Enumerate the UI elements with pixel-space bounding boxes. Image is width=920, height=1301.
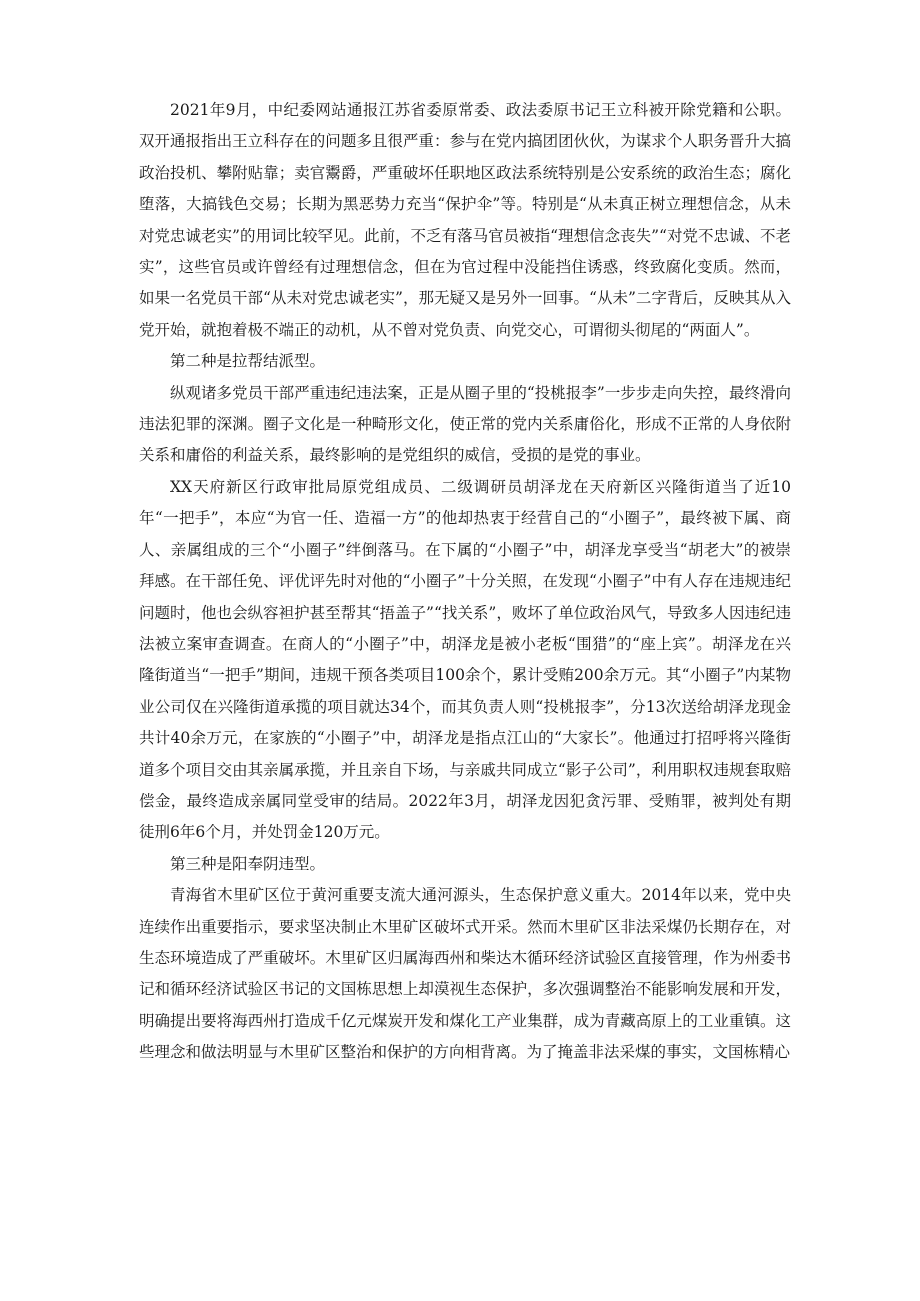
document-body	[139, 95, 791, 1069]
heading-type-two: 第二种是拉帮结派型。	[170, 352, 326, 371]
paragraph-circle-culture: 纵观诸多党员干部严重违纪违法案，正是从圈子里的“投桃报李”一步步走向失控，最终滑向违法犯罪的深渊。圈子文化是一种畸形文化，使正常的党内关系庸俗化，形成不正常的人身依附关系和庸俗的利益关系，最终影响的是党组织的威信，受损的是党的事业。	[139, 383, 791, 465]
paragraph-muli-mining-case: 青海省木里矿区位于黄河重要支流大通河源头，生态保护意义重大。2014年以来，党中央连续作出重要指示，要求坚决制止木里矿区破坏式开采。然而木里矿区非法采煤仍长期存在，对生态环境造成了严重破坏。木里矿区归属海西州和柴达木循环经济试验区直接管理，作为州委书记和循环经济试验区书记的文国栋思想上却漠视生态保护，多次强调整治不能影响发展和开发，明确提出要将海西州打造成千亿元煤炭开发和煤化工产业集群，成为青藏高原上的工业重镇。这些理念和做法明显与木里矿区整治和保护的方向相背离。为了掩盖非法采煤的事实，文国栋精心	[139, 886, 791, 1062]
heading-type-three: 第三种是阳奉阴违型。	[170, 854, 326, 873]
paragraph-wang-like-case: 2021年9月，中纪委网站通报江苏省委原常委、政法委原书记王立科被开除党籍和公职。双开通报指出王立科存在的问题多且很严重：参与在党内搞团团伙伙，为谋求个人职务晋升大搞政治投机、攀附贴靠；卖官鬻爵，严重破坏任职地区政法系统特别是公安系统的政治生态；腐化堕落，大搞钱色交易；长期为黑恶势力充当“保护伞”等。特别是“从未真正树立理想信念，从未对党忠诚老实”的用词比较罕见。此前，不乏有落马官员被指“理想信念丧失”“对党不忠诚、不老实”，这些官员或许曾经有过理想信念，但在为官过程中没能挡住诱惑，终致腐化变质。然而，如果一名党员干部“从未对党忠诚老实”，那无疑又是另外一回事。“从未”二字背后，反映其从入党开始，就抱着极不端正的动机，从不曾对党负责、向党交心，可谓彻头彻尾的“两面人”。	[139, 101, 791, 339]
paragraph-hu-zelong-case: XX天府新区行政审批局原党组成员、二级调研员胡泽龙在天府新区兴隆街道当了近10年“一把手”，本应“为官一任、造福一方”的他却热衷于经营自己的“小圈子”，最终被下属、商人、亲属组成的三个“小圈子”绊倒落马。在下属的“小圈子”中，胡泽龙享受当“胡老大”的被崇拜感。在干部任免、评优评先时对他的“小圈子”十分关照，在发现“小圈子”中有人存在违规违纪问题时，他也会纵容袒护甚至帮其“捂盖子”“找关系”，败坏了单位政治风气，导致多人因违纪违法被立案审查调查。在商人的“小圈子”中，胡泽龙是被小老板“围猎”的“座上宾”。胡泽龙在兴隆街道当“一把手”期间，违规干预各类项目100余个，累计受贿200余万元。其“小圈子”内某物业公司仅在兴隆街道承揽的项目就达34个，而其负责人则“投桃报李”，分13次送给胡泽龙现金共计40余万元，在家族的“小圈子”中，胡泽龙是指点江山的“大家长”。他通过打招呼将兴隆街道多个项目交由其亲属承揽，并且亲自下场，与亲戚共同成立“影子公司”，利用职权违规套取赔偿金，最终造成亲属同堂受审的结局。2022年3月，胡泽龙因犯贪污罪、受贿罪，被判处有期徒刑6年6个月，并处罚金120万元。	[139, 477, 791, 842]
